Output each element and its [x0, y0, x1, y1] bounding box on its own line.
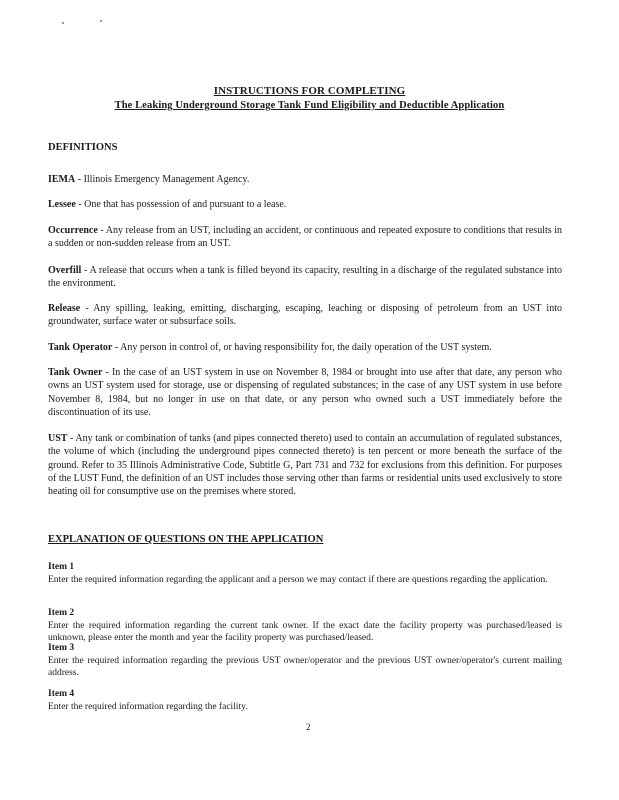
- scan-speck: [62, 22, 64, 24]
- definition-text: - Any tank or combination of tanks (and pipes connected thereto) used to contain an accumulation of regulated substances, the volume of which (including the underground pipes connected thereto) is ten percent or more beneath the surface of the ground. Refer to 35 Illinois Administrative Code, Subtitle G, Part 731 and 732 for exclusions from this definition. For purposes of the LUST Fund, the definition of an UST includes those serving other than farms or residential units used exclusively to store heating oil for consumptive use on the premises where stored.: [48, 433, 562, 498]
- definition-text: - In the case of an UST system in use on November 8, 1984 or brought into use after that date, any person who owns an UST system used for storage, use or dispensing of regulated substances; in the case of any UST system in use before November 8, 1984, but no longer in use on that date, or any person who owned such a UST immediately before the discontinuation of its use.: [48, 367, 562, 418]
- definition-release: [48, 302, 562, 329]
- definition-term: Overfill: [48, 265, 82, 276]
- definition-iema: [48, 173, 562, 186]
- definition-text: - Any spilling, leaking, emitting, discharging, escaping, leaching or disposing of petroleum from an UST into groundwater, surface water or subsurface soils.: [48, 303, 562, 328]
- definition-term: Tank Owner: [48, 367, 103, 378]
- definition-text: - A release that occurs when a tank is filled beyond its capacity, resulting in a discharge of the regulated substance into the environment.: [48, 265, 562, 290]
- definition-term: Release: [48, 303, 81, 314]
- page-number: 2: [306, 722, 311, 732]
- definition-term: Tank Operator: [48, 342, 113, 353]
- scan-speck: [100, 20, 102, 22]
- definition-term: IEMA: [48, 174, 76, 185]
- definition-text: - Illinois Emergency Management Agency.: [75, 174, 250, 185]
- definition-text: - Any person in control of, or having responsibility for, the daily operation of the UST system.: [112, 342, 492, 353]
- definition-ust: [48, 432, 562, 498]
- definition-text: - Any release from an UST, including an accident, or continuous and repeated exposure to conditions that results in a sudden or non-sudden release from an UST.: [48, 225, 562, 250]
- definition-tank-owner: [48, 366, 562, 419]
- item-3-text: Enter the required information regarding the previous UST owner/operator and the previous UST owner/operator's current mailing address.: [48, 656, 562, 679]
- definition-term: Occurrence: [48, 225, 98, 236]
- item-4-title: Item 4: [48, 689, 75, 699]
- item-3-title: Item 3: [48, 643, 75, 653]
- definition-term: Lessee: [48, 199, 76, 210]
- item-1-text: Enter the required information regarding the applicant and a person we may contact if there are questions regarding the application.: [48, 575, 548, 585]
- item-1-title: Item 1: [48, 562, 75, 572]
- explanation-heading: EXPLANATION OF QUESTIONS ON THE APPLICATION: [48, 534, 324, 545]
- definition-overfill: [48, 264, 562, 291]
- page-subtitle: The Leaking Underground Storage Tank Fund Eligibility and Deductible Application: [114, 100, 505, 111]
- definition-tank-operator: [48, 341, 562, 354]
- item-2-text: Enter the required information regarding the current tank owner. If the exact date the facility property was purchased/leased is unknown, please enter the month and year the facility property was purchased/leased.: [48, 621, 562, 644]
- definition-term: UST: [48, 433, 68, 444]
- definition-lessee: [48, 198, 562, 211]
- page-title: INSTRUCTIONS FOR COMPLETING: [213, 85, 406, 97]
- definition-occurrence: [48, 224, 562, 251]
- definition-text: - One that has possession of and pursuant to a lease.: [75, 199, 287, 210]
- item-4-text: Enter the required information regarding the facility.: [48, 702, 248, 712]
- item-2-title: Item 2: [48, 608, 75, 618]
- definitions-heading: DEFINITIONS: [48, 142, 118, 153]
